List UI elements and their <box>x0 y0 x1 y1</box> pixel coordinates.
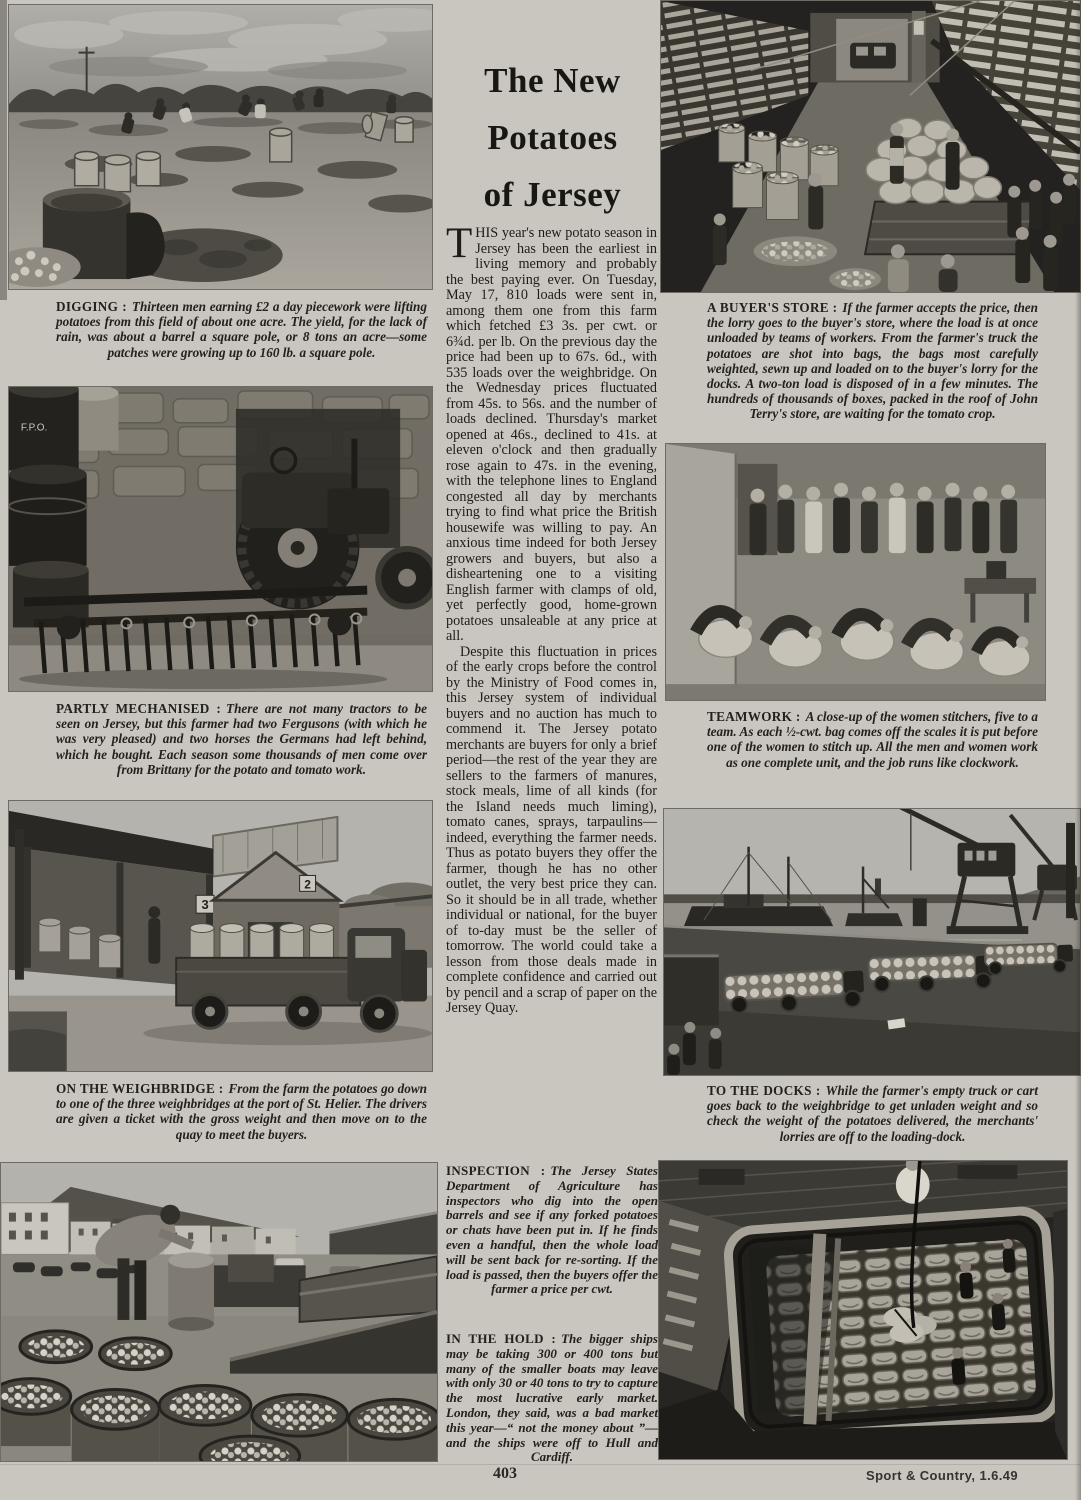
section-in-the-hold-label: IN THE HOLD : <box>446 1331 557 1346</box>
caption-mechanised <box>56 701 427 777</box>
caption-buyers-store <box>707 300 1038 422</box>
title-line-3: of Jersey <box>483 175 622 214</box>
photo-tractor <box>8 386 433 692</box>
article-paragraph-1 <box>446 220 657 645</box>
buyers-store-illustration <box>661 1 1080 292</box>
quay-illustration <box>1 1163 437 1461</box>
caption-teamwork-text: A close-up of the women stitchers, five to a team. As each ½-cwt. bag comes off the scales it is put before one of the women to stitch up. All the men and women work as one complete unit, and the job runs like clockwork. <box>707 709 1039 770</box>
oil-drum <box>168 1252 214 1330</box>
article-paragraph-1-text: HIS year's new potato season in Jersey has been the earliest in living memory and probably the best paying ever. On Tuesday, May 17, 810 loads were sent in, among them one from this farm which fetched £3 3s. per cwt. or 6¾d. per lb. On the previous day the price had been up to 67s. 6d., with 535 loads over the weighbridge. On the Wednesday prices fluctuated from 45s. to 56s. and the number of loads declined. Thursday's market opened at 46s., declined to 41s. at eleven o'clock and then gradually rose again to 47s. in the evening, with the telephone lines to England congested all day by merchants trying to find what price the British housewife was willing to pay. An anxious time indeed for both Jersey growers and buyers, but also a disheartening one to a visiting English farmer with clamps of old, yet perfectly good, home-grown potatoes unsaleable at any price at all. <box>446 225 657 644</box>
article-body <box>446 220 657 1017</box>
ship-hold-illustration <box>659 1161 1067 1459</box>
section-inspection-text: The Jersey States Department of Agriculture has inspectors who dig into the open barrels and see if any forked potatoes or chats have been put in. If he finds even a handful, then the whole load will be sent back for re-sorting. If the load is passed, then the buyers offer the farmer a price per cwt. <box>446 1163 658 1297</box>
caption-buyers-store-label: A BUYER'S STORE : <box>707 300 838 315</box>
hold-opening <box>727 1209 1059 1439</box>
digging-field-illustration <box>9 5 432 289</box>
drop-cap: T <box>446 220 473 267</box>
photo-teamwork <box>665 443 1046 701</box>
photo-digging-field <box>8 4 433 290</box>
tractor-illustration <box>9 387 432 691</box>
weighbridge-bay-number-3: 3 <box>201 897 209 913</box>
caption-mechanised-text: There are not many tractors to be seen on Jersey, but this farmer had two Fergusons (with which he was very pleased) and two horses the Germans had left behind, which he bought. Each season some thousands of men come over from Brittany for the potato and tomato work. <box>56 701 427 777</box>
caption-digging-text: Thirteen men earning £2 a day piecework were lifting potatoes from this field of about one acre. The yield, for the lack of rain, was about a barrel a square pole, or 8 tons an acre—some patches were growing up to 160 lb. a square pole. <box>56 299 427 360</box>
photo-buyers-store <box>660 0 1081 293</box>
caption-weighbridge <box>56 1081 427 1142</box>
docks-illustration <box>664 809 1080 1075</box>
caption-docks-label: TO THE DOCKS : <box>707 1083 821 1098</box>
weighbridge-illustration <box>9 801 432 1071</box>
section-in-the-hold <box>446 1332 658 1465</box>
photo-weighbridge <box>8 800 433 1072</box>
scan-edge-artifact <box>0 0 7 300</box>
caption-docks <box>707 1083 1038 1144</box>
teamwork-illustration <box>666 444 1045 700</box>
caption-teamwork-label: TEAMWORK : <box>707 709 801 724</box>
publication-footer: Sport & Country, 1.6.49 <box>866 1468 1018 1483</box>
caption-digging <box>56 299 427 360</box>
caption-weighbridge-label: ON THE WEIGHBRIDGE : <box>56 1081 224 1096</box>
page-title <box>447 52 658 223</box>
caption-digging-label: DIGGING : <box>56 299 127 314</box>
barrel-stencil-mark: F.P.O. <box>20 422 48 434</box>
wall-left <box>666 444 736 700</box>
lorry <box>176 924 427 1032</box>
article-paragraph-2: Despite this fluctuation in prices of the early crops before the control by the Ministry of Food comes in, this Jersey system of individual buyers and no auction has much to commend it. The Jersey potato merchants are buyers for only a brief period—the rest of the year they are sellers to the farmers of manures, stock meals, lime of all kinds (for the Island needs much liming), tomato canes, sprays, tarpaulins—indeed, everything the farmer needs. Thus as potato buyers they offer the farmer, though he has no other outlet, the very best price they can. So it should be in all trade, whether individual or national, for the buyer of to-day must be the seller of tomorrow. The world could take a lesson from those deals made in complete confidence and carried out by pencil and a scrap of paper on the Jersey Quay. <box>446 643 657 1016</box>
scale-bench <box>964 578 1036 594</box>
weighbridge-bay-number-2: 2 <box>304 877 311 892</box>
title-line-2: Potatoes <box>487 118 618 157</box>
photo-quay-barrels <box>0 1162 438 1462</box>
caption-docks-text: While the farmer's empty truck or cart goes back to the weighbridge to get unladen weight and so check the weight of the potatoes delivered, the merchants' lorries are off to the loading-dock. <box>707 1083 1038 1144</box>
caption-buyers-store-text: If the farmer accepts the price, then the lorry goes to the buyer's store, where the load is at once unloaded by teams of workers. From the farmer's truck the potatoes are shot into bags, the bags most carefully weighted, sewn up and loaded on to the buyer's lorry for the docks. A two-ton load is disposed of in a few minutes. The hundreds of thousands of boxes, packed in the roof of John Terry's store, are waiting for the tomato crop. <box>707 300 1038 422</box>
photo-ship-hold <box>658 1160 1068 1460</box>
page-number: 403 <box>493 1465 517 1482</box>
caption-teamwork <box>707 709 1038 770</box>
title-line-1: The New <box>484 61 621 100</box>
section-inspection-label: INSPECTION : <box>446 1163 546 1178</box>
caption-weighbridge-text: From the farm the potatoes go down to one of the three weighbridges at the port of St. Helier. The drivers are given a ticket with the gross weight and then move on to the quay to meet the buyers. <box>56 1081 427 1142</box>
caption-mechanised-label: PARTLY MECHANISED : <box>56 701 222 716</box>
section-inspection <box>446 1164 658 1297</box>
photo-docks <box>663 808 1081 1076</box>
section-in-the-hold-text: The bigger ships may be taking 300 or 400 tons but many of the smaller boats may leave with only 30 or 40 tons to try to capture the most lucrative early market. London, they said, was a bad market this year—“ not the money about ”—and the ships were off to Hull and Cardiff. <box>446 1331 658 1465</box>
